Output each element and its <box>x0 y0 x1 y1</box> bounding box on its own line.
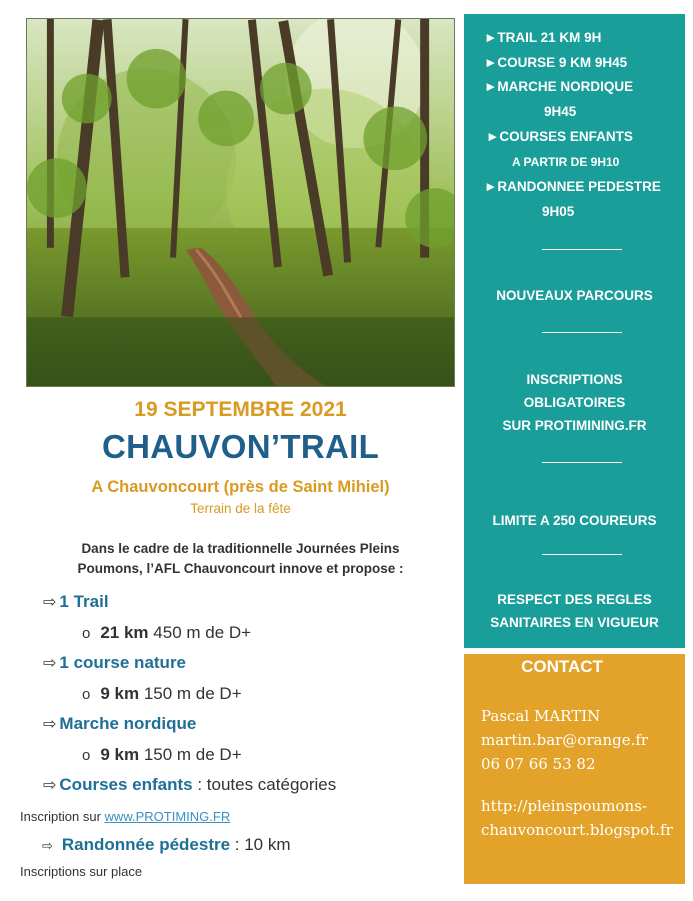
divider <box>542 249 622 250</box>
divider <box>542 462 622 463</box>
play-arrow-icon: ► <box>486 129 500 144</box>
arrow-right-icon: ⇨ <box>43 594 57 611</box>
divider <box>542 554 622 555</box>
schedule-item: 9H05 <box>542 204 575 219</box>
race-trail: ⇨ 1 Trail <box>43 592 109 611</box>
schedule-item: A PARTIR DE 9H10 <box>512 155 620 169</box>
rules-text: RESPECT DES REGLES <box>497 592 652 607</box>
event-venue: Terrain de la fête <box>190 501 291 516</box>
registration-text: SUR PROTIMINING.FR <box>502 418 647 433</box>
inscription-line: Inscription sur www.PROTIMING.FR <box>20 809 231 824</box>
bullet-icon: o <box>82 686 91 703</box>
schedule-panel <box>464 14 685 648</box>
contact-name: Pascal MARTIN <box>481 707 601 725</box>
on-site-registration: Inscriptions sur place <box>20 864 143 879</box>
schedule-item: ►MARCHE NORDIQUE <box>484 79 634 94</box>
race-hike: ⇨ Randonnée pédestre : 10 km <box>42 835 291 854</box>
contact-panel <box>464 654 685 884</box>
play-arrow-icon: ► <box>484 179 498 194</box>
contact-title: CONTACT <box>521 657 603 676</box>
schedule-item: 9H45 <box>544 104 577 119</box>
contact-website[interactable]: chauvoncourt.blogspot.fr <box>481 821 673 839</box>
contact-phone: 06 07 66 53 82 <box>481 755 596 773</box>
bullet-icon: o <box>82 747 91 764</box>
forest-path-image <box>27 19 454 386</box>
schedule-item: ►COURSES ENFANTS <box>486 129 633 144</box>
arrow-right-icon: ⇨ <box>43 716 57 733</box>
rules-text: SANITAIRES EN VIGUEUR <box>490 615 659 630</box>
race-nature: ⇨ 1 course nature <box>43 653 187 672</box>
arrow-right-icon: ⇨ <box>43 655 57 672</box>
arrow-right-icon: ⇨ <box>43 777 57 794</box>
schedule-item: ►COURSE 9 KM 9H45 <box>484 55 628 70</box>
event-date: 19 SEPTEMBRE 2021 <box>134 398 347 421</box>
race-nordic: ⇨ Marche nordique <box>43 714 197 733</box>
play-arrow-icon: ► <box>484 55 498 70</box>
race-detail: o 9 km 150 m de D+ <box>82 684 242 703</box>
schedule-item: ►TRAIL 21 KM 9H <box>484 30 602 45</box>
race-detail: o 9 km 150 m de D+ <box>82 745 242 764</box>
registration-text: INSCRIPTIONS <box>526 372 623 387</box>
play-arrow-icon: ► <box>484 79 498 94</box>
new-routes-text: NOUVEAUX PARCOURS <box>496 288 653 303</box>
forest-photo <box>26 18 455 387</box>
bullet-icon: o <box>82 625 91 642</box>
race-detail: o 21 km 450 m de D+ <box>82 623 252 642</box>
registration-text: OBLIGATOIRES <box>523 395 626 410</box>
limit-text: LIMITE A 250 COUREURS <box>492 513 657 528</box>
race-kids: ⇨ Courses enfants : toutes catégories <box>43 775 337 794</box>
play-arrow-icon: ► <box>484 30 498 45</box>
intro-text: Poumons, l’AFL Chauvoncourt innove et propose : <box>77 561 404 576</box>
protiming-link[interactable]: www.PROTIMING.FR <box>104 809 231 824</box>
divider <box>542 332 622 333</box>
contact-website[interactable]: http://pleinspoumons- <box>481 797 647 815</box>
intro-text: Dans le cadre de la traditionnelle Journées Pleins <box>81 541 400 556</box>
event-title: CHAUVON’TRAIL <box>101 428 380 465</box>
contact-email[interactable]: martin.bar@orange.fr <box>481 731 649 749</box>
schedule-item: ►RANDONNEE PEDESTRE <box>484 179 661 194</box>
arrow-right-icon: ⇨ <box>42 838 53 853</box>
event-location: A Chauvoncourt (près de Saint Mihiel) <box>91 478 390 496</box>
